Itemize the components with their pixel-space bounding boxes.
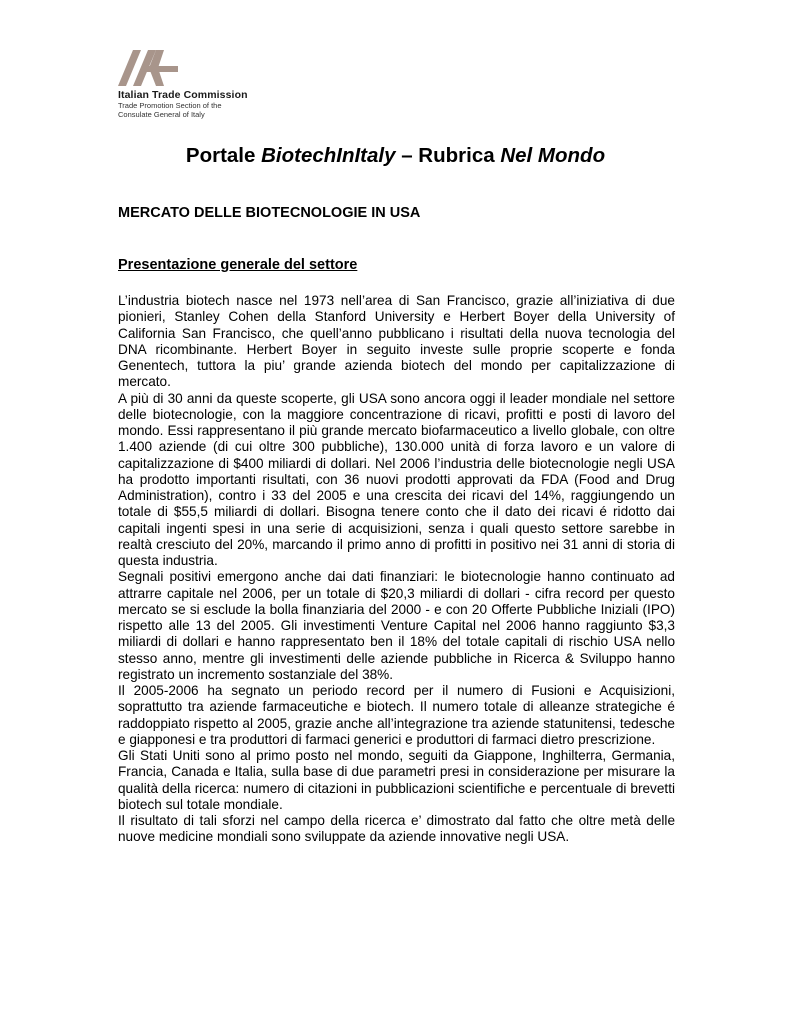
organization-subtitle-line-2: Consulate General of Italy [118, 109, 205, 119]
title-part-3: – Rubrica [395, 144, 501, 167]
organization-subtitle-line-1: Trade Promotion Section of the [118, 101, 222, 110]
paragraph: Il risultato di tali sforzi nel campo della ricerca e’ dimostrato dal fatto che oltre metà delle nuove medicine mondiali sono sviluppate da aziende innovative negli USA. [118, 813, 675, 845]
logo [116, 46, 276, 126]
title-part-4: Nel Mondo [500, 144, 606, 167]
italian-trade-commission-logo-icon [116, 46, 186, 88]
document-title [0, 144, 791, 168]
paragraph: Gli Stati Uniti sono al primo posto nel mondo, seguiti da Giappone, Inghilterra, Germania, Francia, Canada e Italia, sulla base di due parametri presi in considerazione per misurare la qualità della ricerca: numero di citazioni in pubblicazioni scientifiche e percentuale di brevetti biotech sul totale mondiale. [118, 748, 675, 812]
paragraph: Segnali positivi emergono anche dai dati finanziari: le biotecnologie hanno continuato ad attrarre capitale nel 2006, per un totale di $20,3 miliardi di dollari - cifra record per questo mercato se si esclude la bolla finanziaria del 2000 - e con 20 Offerte Pubbliche Iniziali (IPO) rispetto alle 13 del 2005. Gli investimenti Venture Capital nel 2006 hanno raggiunto $3,3 miliardi di dollari e hanno rappresentato ben il 18% del totale capitali di rischio USA nello stesso anno, mentre gli investimenti delle aziende pubbliche in Ricerca & Sviluppo hanno registrato un incremento sostanziale del 38%. [118, 569, 675, 682]
body-text [118, 293, 675, 846]
paragraph: L’industria biotech nasce nel 1973 nell’area di San Francisco, grazie all’iniziativa di due pionieri, Stanley Cohen della Stanford University e Herbert Boyer della University of California San Francisco, che quell’anno pubblicano i risultati della nuova tecnologia del DNA ricombinante. Herbert Boyer in seguito investe sulle proprie scoperte e fonda Genentech, tuttora la piu’ grande azienda biotech del mondo per capitalizzazione di mercato. [118, 293, 675, 390]
organization-subtitle [118, 102, 222, 119]
section-heading: MERCATO DELLE BIOTECNOLOGIE IN USA [118, 205, 421, 221]
paragraph: A più di 30 anni da queste scoperte, gli USA sono ancora oggi il leader mondiale nel settore delle biotecnologie, con la maggiore concentrazione di ricavi, profitti e posti di lavoro del mondo. Essi rappresentano il più grande mercato biofarmaceutico a livello globale, con oltre 1.400 aziende (di cui oltre 300 pubbliche), 130.000 unità di forza lavoro e un valore di capitalizzazione di $400 miliardi di dollari. Nel 2006 l’industria delle biotecnologie negli USA ha prodotto importanti risultati, con 36 nuovi prodotti approvati da FDA (Food and Drug Administration), contro i 33 del 2005 e una crescita dei ricavi del 14%, raggiungendo un totale di $55,5 miliardi di dollari. Bisogna tenere conto che il dato dei ricavi é ridotto dai capitali ingenti spesi in una serie di acquisizioni, senza i quali questo settore sarebbe in realtà cresciuto del 20%, marcando il primo anno di profitti in positivo nei 31 anni di storia di questa industria. [118, 390, 675, 568]
title-part-2: BiotechInItaly [261, 144, 396, 167]
organization-name: Italian Trade Commission [118, 89, 248, 101]
title-part-1: Portale [185, 144, 262, 167]
paragraph: Il 2005-2006 ha segnato un periodo record per il numero di Fusioni e Acquisizioni, soprattutto tra aziende farmaceutiche e biotech. Il numero totale di alleanze strategiche é raddoppiato rispetto al 2005, grazie anche all’integrazione tra aziende statunitensi, tedesche e giapponesi e tra produttori di farmaci generici e produttori di farmaci dietro prescrizione. [118, 683, 675, 747]
subsection-heading: Presentazione generale del settore [118, 257, 358, 273]
